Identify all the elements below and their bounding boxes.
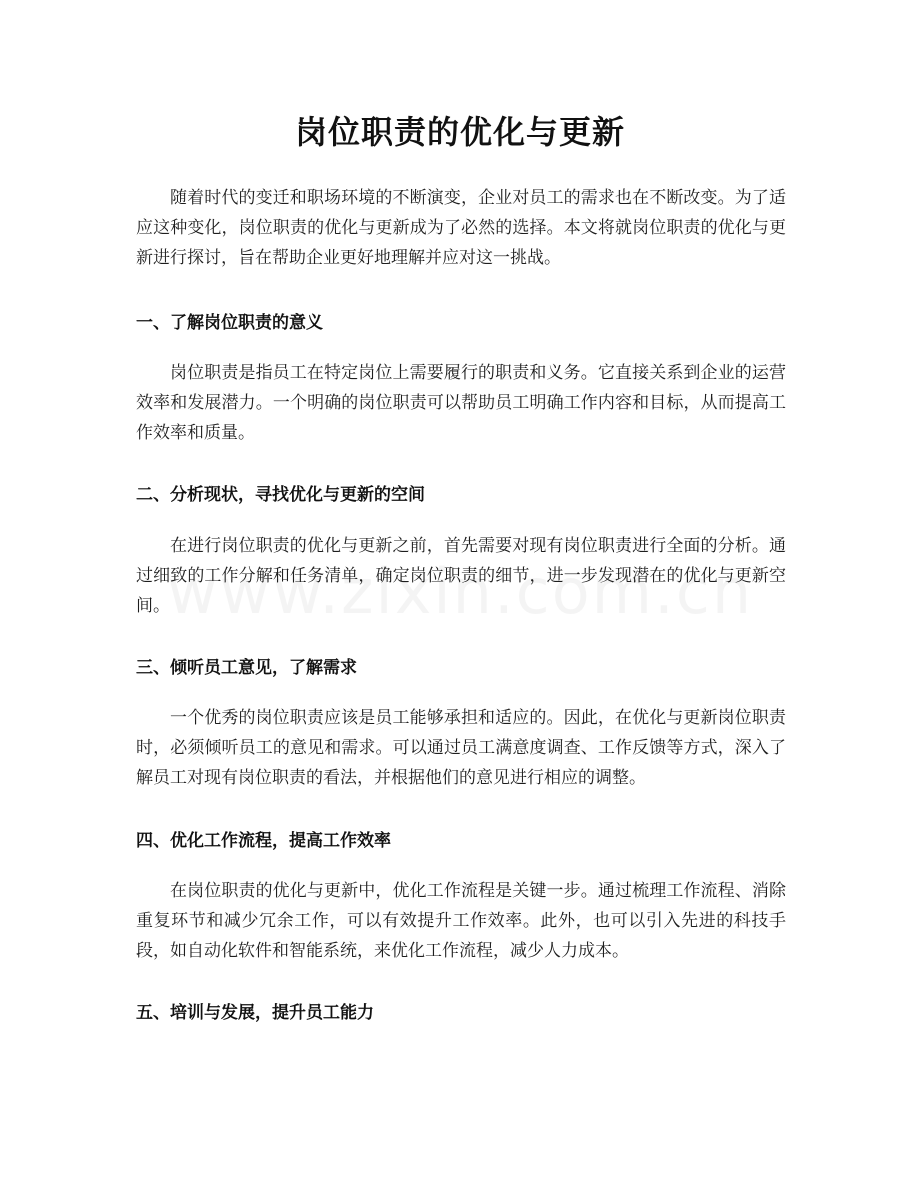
intro-paragraph: 随着时代的变迁和职场环境的不断演变，企业对员工的需求也在不断改变。为了适应这种变化，岗位职责的优化与更新成为了必然的选择。本文将就岗位职责的优化与更新进行探讨，旨在帮助企业更好地理解并应对这一挑战。 <box>136 188 786 268</box>
section-heading-3: 三、倾听员工意见，了解需求 <box>136 658 357 678</box>
document-title: 岗位职责的优化与更新 <box>294 113 625 151</box>
section-heading-2: 二、分析现状，寻找优化与更新的空间 <box>136 485 425 505</box>
section-body-3: 一个优秀的岗位职责应该是员工能够承担和适应的。因此，在优化与更新岗位职责时，必须倾听员工的意见和需求。可以通过员工满意度调查、工作反馈等方式，深入了解员工对现有岗位职责的看法，并根据他们的意见进行相应的调整。 <box>136 708 786 788</box>
section-heading-5: 五、培训与发展，提升员工能力 <box>136 1003 374 1023</box>
section-heading-1: 一、了解岗位职责的意义 <box>136 313 323 333</box>
section-body-2: 在进行岗位职责的优化与更新之前，首先需要对现有岗位职责进行全面的分析。通过细致的工作分解和任务清单，确定岗位职责的细节，进一步发现潜在的优化与更新空间。 <box>136 536 786 616</box>
section-heading-4: 四、优化工作流程，提高工作效率 <box>136 831 391 851</box>
section-body-1: 岗位职责是指员工在特定岗位上需要履行的职责和义务。它直接关系到企业的运营效率和发展潜力。一个明确的岗位职责可以帮助员工明确工作内容和目标，从而提高工作效率和质量。 <box>136 363 786 443</box>
section-body-4: 在岗位职责的优化与更新中，优化工作流程是关键一步。通过梳理工作流程、消除重复环节和减少冗余工作，可以有效提升工作效率。此外，也可以引入先进的科技手段，如自动化软件和智能系统，来优化工作流程，减少人力成本。 <box>136 881 786 961</box>
